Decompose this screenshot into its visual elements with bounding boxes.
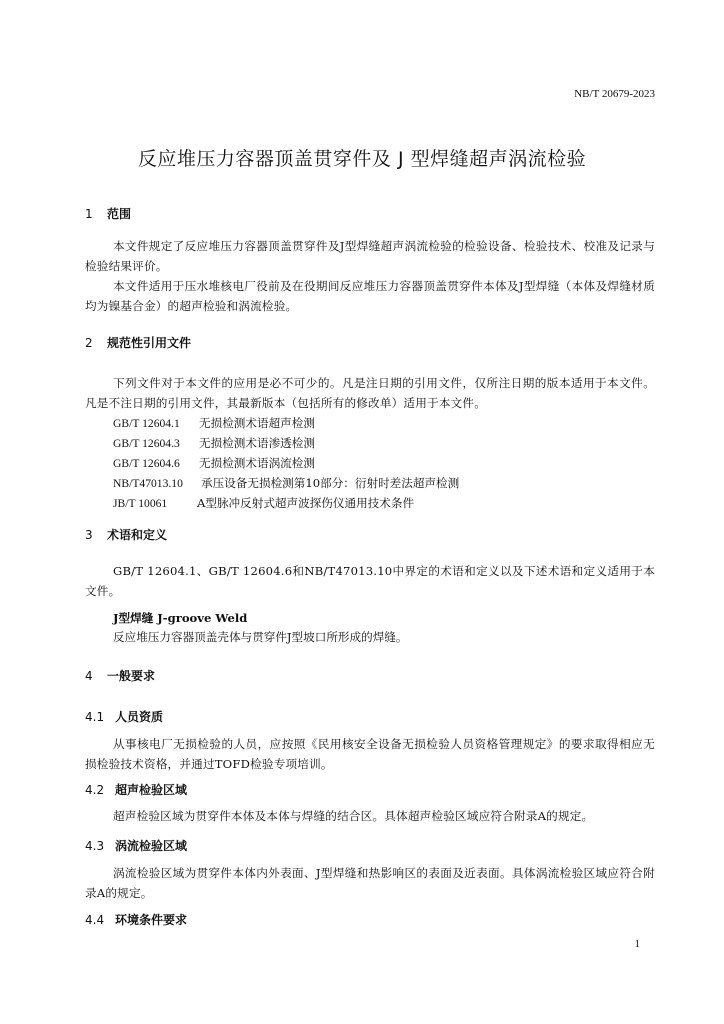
scope-paragraph-1: 本文件规定了反应堆压力容器顶盖贯穿件及J型焊缝超声涡流检验的检验设备、检验技术、校准及记录与检验结果评价。 bbox=[85, 239, 655, 273]
subsection-4-3-heading bbox=[85, 837, 187, 854]
subsection-4-1-heading bbox=[85, 708, 163, 725]
reference-item bbox=[113, 493, 414, 514]
reference-item bbox=[113, 433, 315, 454]
section-4-heading bbox=[85, 667, 155, 684]
section-number: 3 bbox=[85, 528, 93, 542]
scope-paragraph-2: 本文件适用于压水堆核电厂役前及在役期间反应堆压力容器顶盖贯穿件本体及J型焊缝（本体及焊缝材质均为镍基合金）的超声检验和涡流检验。 bbox=[85, 279, 655, 313]
subsection-4-2-heading bbox=[85, 781, 187, 798]
document-title: 反应堆压力容器顶盖贯穿件及 J 型焊缝超声涡流检验 bbox=[137, 148, 587, 170]
reference-item bbox=[113, 453, 315, 474]
section-3-heading bbox=[85, 526, 167, 543]
reference-code: NB/T47013.10 bbox=[113, 477, 183, 490]
ut-area-paragraph: 超声检验区域为贯穿件本体及本体与焊缝的结合区。具体超声检验区域应符合附录A的规定。 bbox=[113, 809, 594, 823]
reference-item bbox=[113, 473, 459, 494]
section-title: 术语和定义 bbox=[107, 528, 168, 542]
subsection-number: 4.3 bbox=[85, 839, 105, 853]
term-definition: 反应堆压力容器顶盖壳体与贯穿件J型坡口所形成的焊缝。 bbox=[113, 630, 408, 644]
reference-code: GB/T 12604.3 bbox=[113, 437, 180, 450]
reference-item bbox=[113, 413, 315, 434]
section-title: 规范性引用文件 bbox=[107, 336, 192, 350]
personnel-paragraph: 从事核电厂无损检验的人员，应按照《民用核安全设备无损检验人员资格管理规定》的要求取得相应无损检验技术资格，并通过TOFD检验专项培训。 bbox=[85, 737, 655, 771]
subsection-number: 4.4 bbox=[85, 913, 105, 927]
subsection-title: 超声检验区域 bbox=[115, 783, 188, 797]
standard-code: NB/T 20679-2023 bbox=[574, 88, 655, 100]
subsection-4-4-heading bbox=[85, 911, 187, 928]
reference-title: 无损检测术语超声检测 bbox=[199, 416, 315, 430]
section-title: 一般要求 bbox=[107, 669, 156, 683]
subsection-title: 涡流检验区域 bbox=[115, 839, 188, 853]
reference-title: A型脉冲反射式超声波探伤仪通用技术条件 bbox=[197, 496, 415, 510]
reference-code: GB/T 12604.1 bbox=[113, 417, 180, 430]
section-number: 1 bbox=[85, 207, 93, 221]
terms-paragraph: GB/T 12604.1、GB/T 12604.6和NB/T47013.10中界定的术语和定义以及下述术语和定义适用于本文件。 bbox=[85, 564, 655, 598]
reference-title: 无损检测术语渗透检测 bbox=[199, 436, 315, 450]
subsection-title: 环境条件要求 bbox=[115, 913, 188, 927]
subsection-number: 4.1 bbox=[85, 710, 105, 724]
section-1-heading bbox=[85, 205, 131, 222]
subsection-title: 人员资质 bbox=[115, 710, 164, 724]
reference-title: 承压设备无损检测第10部分：衍射时差法超声检测 bbox=[201, 476, 460, 490]
section-title: 范围 bbox=[107, 207, 132, 221]
subsection-number: 4.2 bbox=[85, 783, 105, 797]
et-area-paragraph: 涡流检验区域为贯穿件本体内外表面、J型焊缝和热影响区的表面及近表面。具体涡流检验区域应符合附录A的规定。 bbox=[85, 866, 655, 900]
term-heading: J型焊缝 J-groove Weld bbox=[113, 611, 248, 625]
page-number: 1 bbox=[634, 938, 640, 950]
section-number: 4 bbox=[85, 669, 93, 683]
normative-refs-paragraph: 下列文件对于本文件的应用是必不可少的。凡是注日期的引用文件，仅所注日期的版本适用于本文件。凡是不注日期的引用文件，其最新版本（包括所有的修改单）适用于本文件。 bbox=[85, 376, 655, 410]
reference-title: 无损检测术语涡流检测 bbox=[199, 456, 315, 470]
reference-code: JB/T 10061 bbox=[113, 497, 168, 510]
reference-code: GB/T 12604.6 bbox=[113, 457, 180, 470]
section-2-heading bbox=[85, 334, 191, 351]
section-number: 2 bbox=[85, 336, 93, 350]
